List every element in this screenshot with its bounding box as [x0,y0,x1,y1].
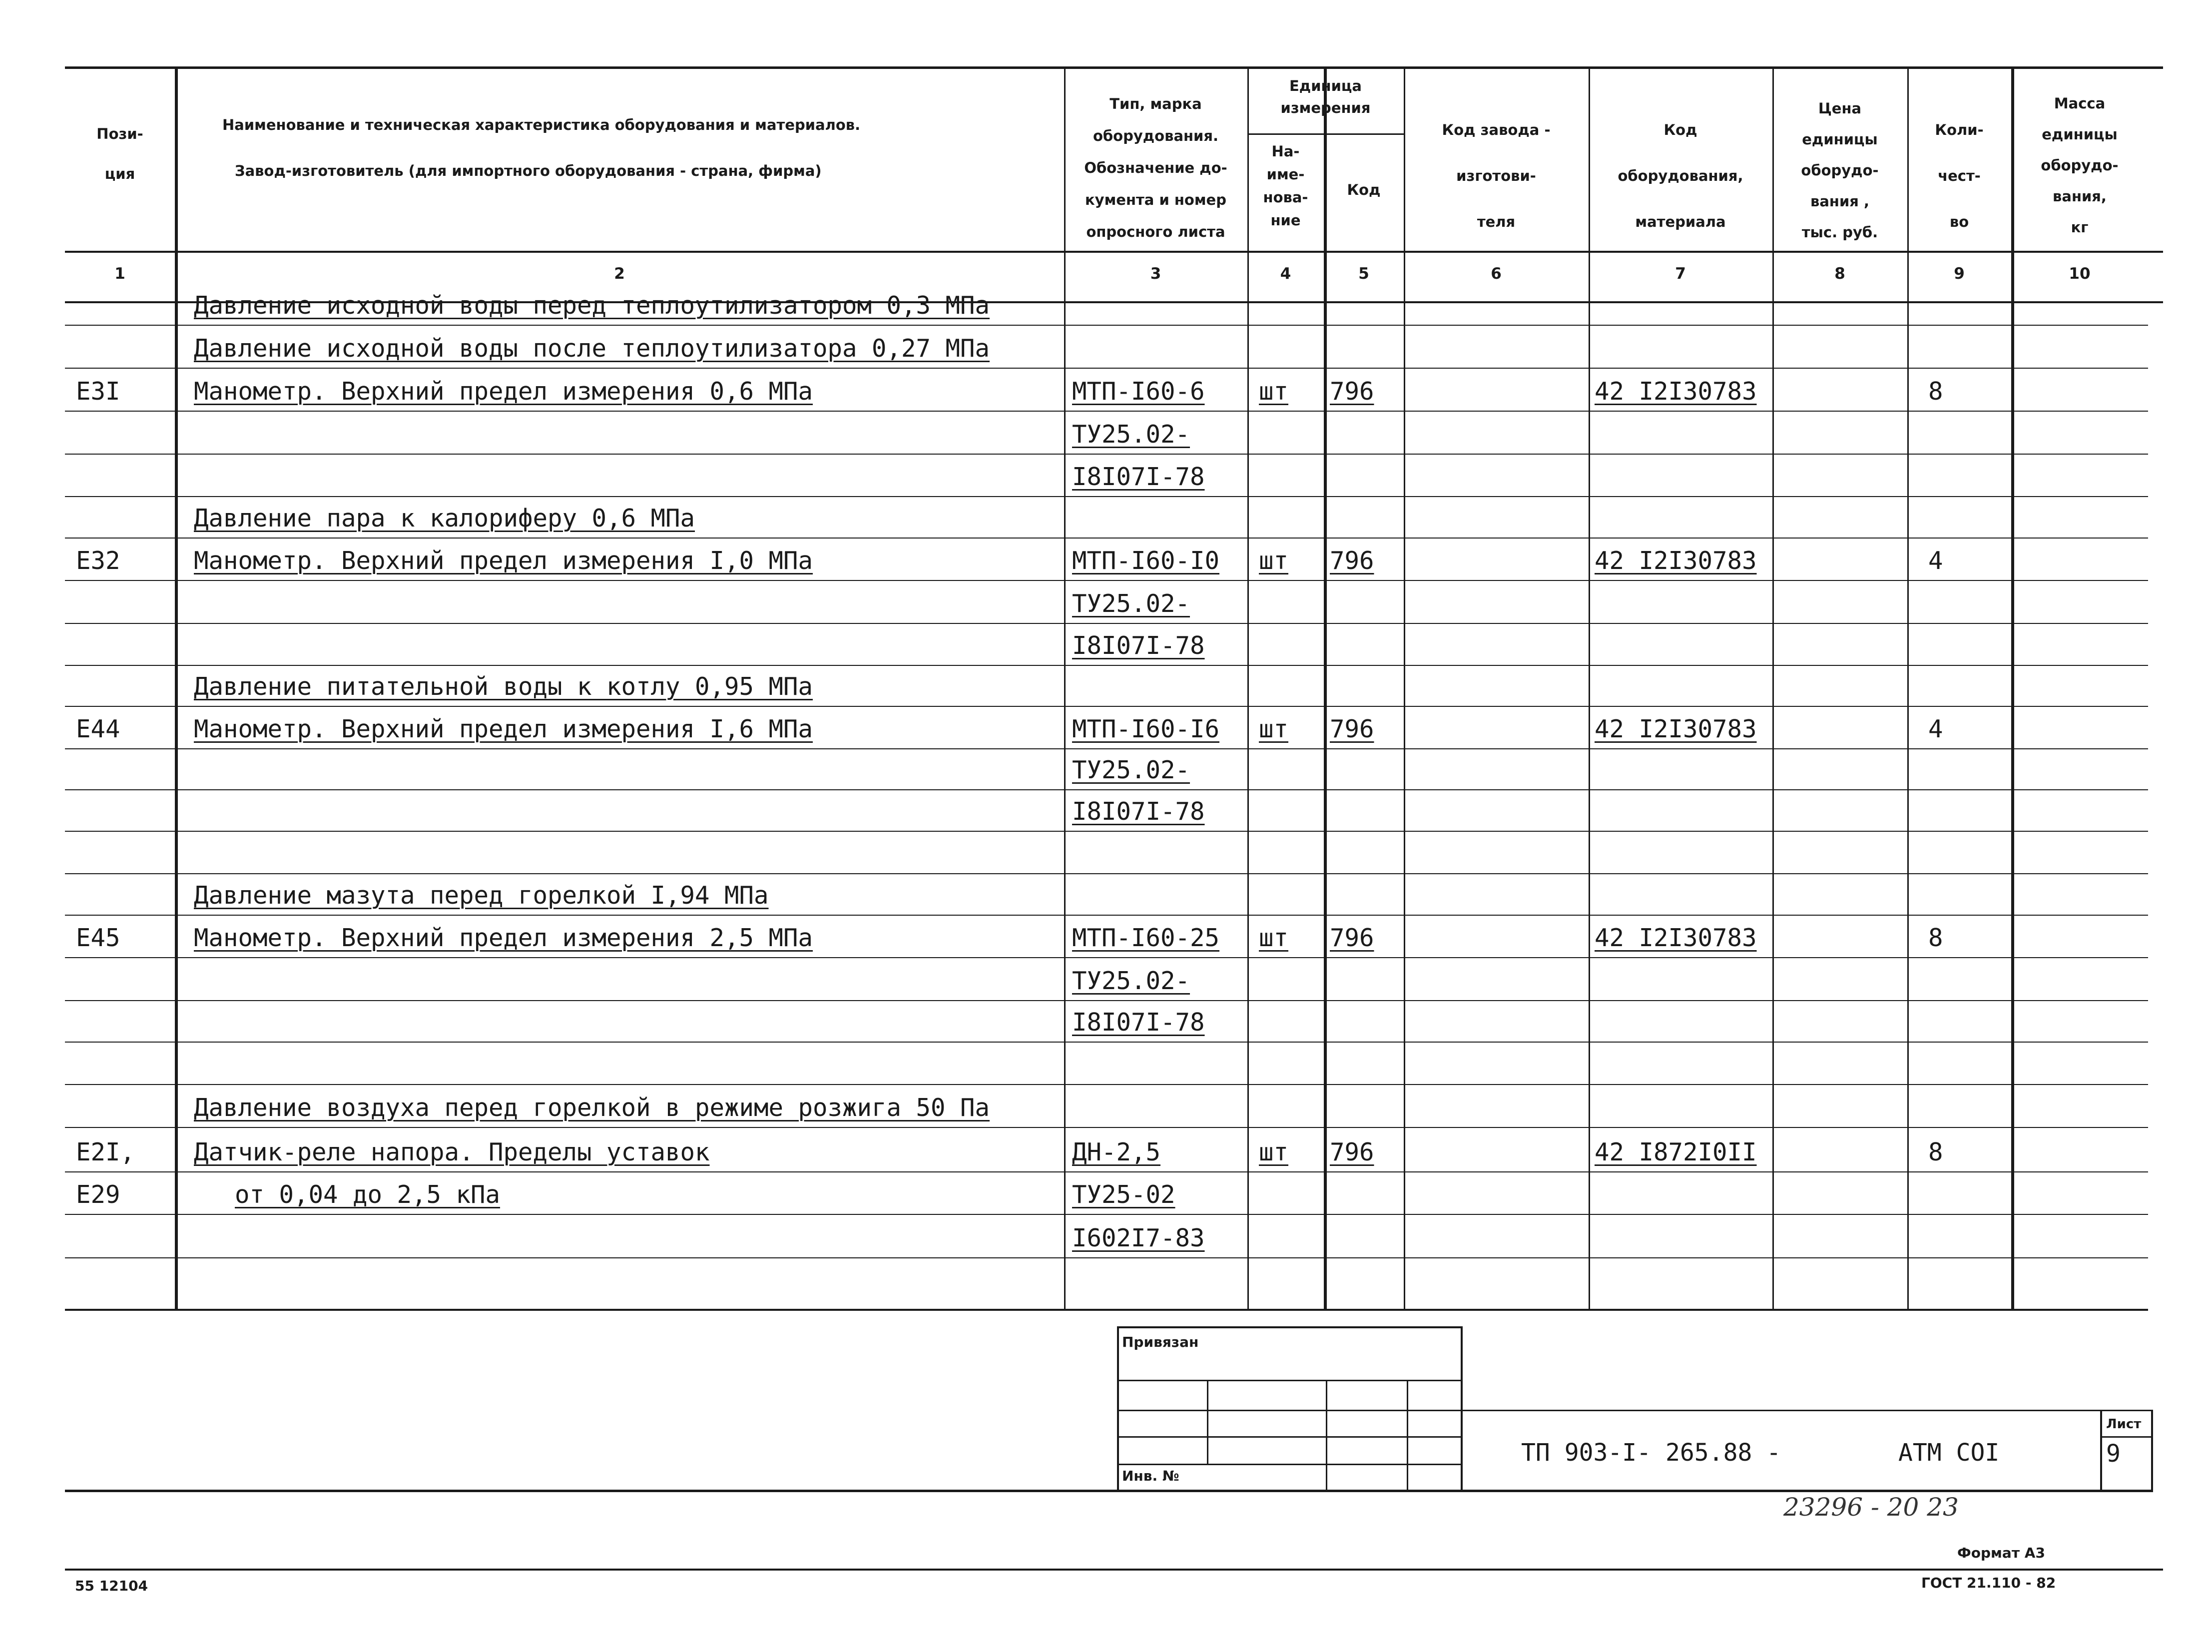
stamp-line [2100,1436,2152,1438]
header-mass: оборудо- [2041,157,2119,174]
cell-name: Манометр. Верхний предел измерения 2,5 МПа [194,924,813,952]
header-mass: вания, [2053,188,2107,205]
column-number: 10 [2069,265,2091,283]
stamp-line [1117,1326,1462,1328]
sheet-number: 9 [2106,1440,2121,1468]
header-type: Тип, марка [1109,95,1202,112]
table-top-border [65,66,2163,69]
cell-type: I8I07I-78 [1072,631,1205,660]
cell-quantity: 4 [1928,547,1943,575]
header-price: вания , [1810,193,1869,210]
column-number: 3 [1150,265,1161,283]
header-equipment-code: материала [1635,213,1726,230]
cell-name: Манометр. Верхний предел измерения I,0 МПа [194,547,813,575]
header-mass: Масса [2054,95,2106,112]
cell-name: Давление воздуха перед горелкой в режиме розжига 50 Па [194,1094,990,1122]
header-type: оборудования. [1093,127,1219,144]
header-price: единицы [1802,131,1878,148]
column-number: 2 [614,265,625,283]
header-position: ция [104,165,135,182]
document-mark: АТМ СОI [1898,1439,2000,1467]
footer-left-code: 55 12104 [75,1578,148,1594]
cell-type: ТУ25.02- [1072,420,1190,449]
cell-quantity: 8 [1928,377,1943,406]
header-price: оборудо- [1801,162,1879,179]
header-equipment-code: оборудования, [1618,167,1743,184]
cell-name: Давление питательной воды к котлу 0,95 МПа [194,672,813,701]
header-unit-code: Код [1347,181,1381,198]
header-quantity: чест- [1938,167,1981,184]
column-number: 5 [1358,265,1369,283]
cell-type: I8I07I-78 [1072,1008,1205,1037]
cell-name: Датчик-реле напора. Пределы уставок [194,1138,710,1166]
cell-unit-code: 796 [1330,1138,1374,1166]
cell-unit-code: 796 [1330,924,1374,952]
cell-position: Е32 [76,547,120,575]
header-unit-name: ние [1270,212,1301,229]
cell-name: Давление исходной воды после теплоутилизатора 0,27 МПа [194,334,990,363]
header-maker-code: изготови- [1456,167,1536,184]
column-number: 9 [1954,265,1965,283]
cell-equipment-code: 42 I2I30783 [1595,715,1757,743]
cell-type: ТУ25.02- [1072,589,1190,618]
header-maker-code: Код завода - [1442,121,1551,138]
stamp-line [1117,1464,1462,1465]
unit-group-divider [1247,133,1404,135]
cell-type: I8I07I-78 [1072,797,1205,826]
stamp-inv-label: Инв. № [1122,1468,1179,1484]
cell-position: Е2I, [76,1138,135,1166]
header-type: Обозначение до- [1084,159,1227,176]
cell-unit: шт [1259,377,1289,406]
header-maker-code: теля [1477,213,1516,230]
cell-quantity: 8 [1928,1138,1943,1166]
column-number: 8 [1834,265,1845,283]
handwritten-archive-number: 23296 - 20 23 [1783,1493,1959,1522]
cell-unit-code: 796 [1330,715,1374,743]
format-label: Формат А3 [1957,1545,2045,1561]
stamp-line [2100,1410,2102,1490]
header-equipment-code: Код [1663,121,1697,138]
cell-type: МТП-I60-I0 [1072,547,1220,575]
table-row [65,1042,2148,1084]
cell-name: Давление пара к калориферу 0,6 МПа [194,504,695,533]
cell-name: Давление мазута перед горелкой I,94 МПа [194,881,769,910]
cell-type: ТУ25.02- [1072,967,1190,995]
cell-position: Е3I [76,377,120,406]
cell-type: МТП-I60-I6 [1072,715,1220,743]
cell-name: от 0,04 до 2,5 кПа [235,1180,501,1209]
stamp-line [1326,1380,1327,1490]
header-type: кумента и номер [1085,191,1226,208]
header-price: тыс. руб. [1801,224,1878,241]
stamp-line [2151,1410,2153,1490]
cell-unit: шт [1259,924,1289,952]
header-unit-group: Единица [1289,77,1362,94]
header-price: Цена [1818,100,1862,117]
stamp-line [1407,1380,1408,1490]
stamp-line [1117,1380,1462,1381]
header-type: опросного листа [1086,223,1225,240]
column-number: 7 [1675,265,1686,283]
header-unit-name: На- [1271,143,1300,160]
cell-unit: шт [1259,715,1289,743]
cell-unit-code: 796 [1330,547,1374,575]
header-quantity: во [1949,213,1969,230]
cell-type: ТУ25-02 [1072,1180,1175,1209]
cell-unit: шт [1259,547,1289,575]
column-number: 1 [114,265,125,283]
cell-equipment-code: 42 I872I0II [1595,1138,1757,1166]
cell-type: МТП-I60-25 [1072,924,1220,952]
cell-unit: шт [1259,1138,1289,1166]
header-unit-name: име- [1266,166,1305,183]
header-quantity: Коли- [1935,121,1984,138]
cell-type: I8I07I-78 [1072,463,1205,491]
header-name-line2: Завод-изготовитель (для импортного оборудования - страна, фирма) [235,162,822,179]
stamp-line [1117,1436,1462,1438]
cell-equipment-code: 42 I2I30783 [1595,924,1757,952]
cell-quantity: 4 [1928,715,1943,743]
stamp-line [1461,1410,2152,1411]
cell-equipment-code: 42 I2I30783 [1595,547,1757,575]
table-bottom-line [65,1309,2148,1311]
cell-quantity: 8 [1928,924,1943,952]
cell-position: Е29 [76,1180,120,1209]
column-number: 6 [1491,265,1502,283]
cell-position: Е45 [76,924,120,952]
table-row [65,1257,2148,1309]
cell-equipment-code: 42 I2I30783 [1595,377,1757,406]
header-position: Пози- [96,125,143,142]
header-mass: кг [2071,219,2089,236]
sheet-bottom-border [65,1490,2153,1492]
document-code: ТП 903-I- 265.88 - [1521,1439,1781,1467]
gost-label: ГОСТ 21.110 - 82 [1921,1575,2056,1591]
stamp-line [1207,1380,1208,1464]
cell-type: I602I7-83 [1072,1224,1205,1252]
cell-name: Манометр. Верхний предел измерения I,6 МПа [194,715,813,743]
cell-position: Е44 [76,715,120,743]
footer-rule [65,1569,2163,1571]
cell-type: ДН-2,5 [1072,1138,1161,1166]
header-bottom-line [65,251,2163,253]
sheet-label: Лист [2106,1417,2142,1432]
stamp-line [1461,1326,1463,1490]
header-unit-group: измерения [1280,99,1371,116]
table-row [65,831,2148,873]
cell-type: МТП-I60-6 [1072,377,1205,406]
header-mass: единицы [2042,126,2118,143]
cell-type: ТУ25.02- [1072,756,1190,784]
header-unit-name: нова- [1263,189,1308,206]
stamp-line [1117,1410,1462,1411]
cell-name: Манометр. Верхний предел измерения 0,6 МПа [194,377,813,406]
cell-name: Давление исходной воды перед теплоутилизатором 0,3 МПа [194,291,990,320]
stamp-bound-label: Привязан [1122,1334,1199,1350]
cell-unit-code: 796 [1330,377,1374,406]
header-name-line1: Наименование и техническая характеристика оборудования и материалов. [222,116,861,133]
column-number: 4 [1280,265,1291,283]
